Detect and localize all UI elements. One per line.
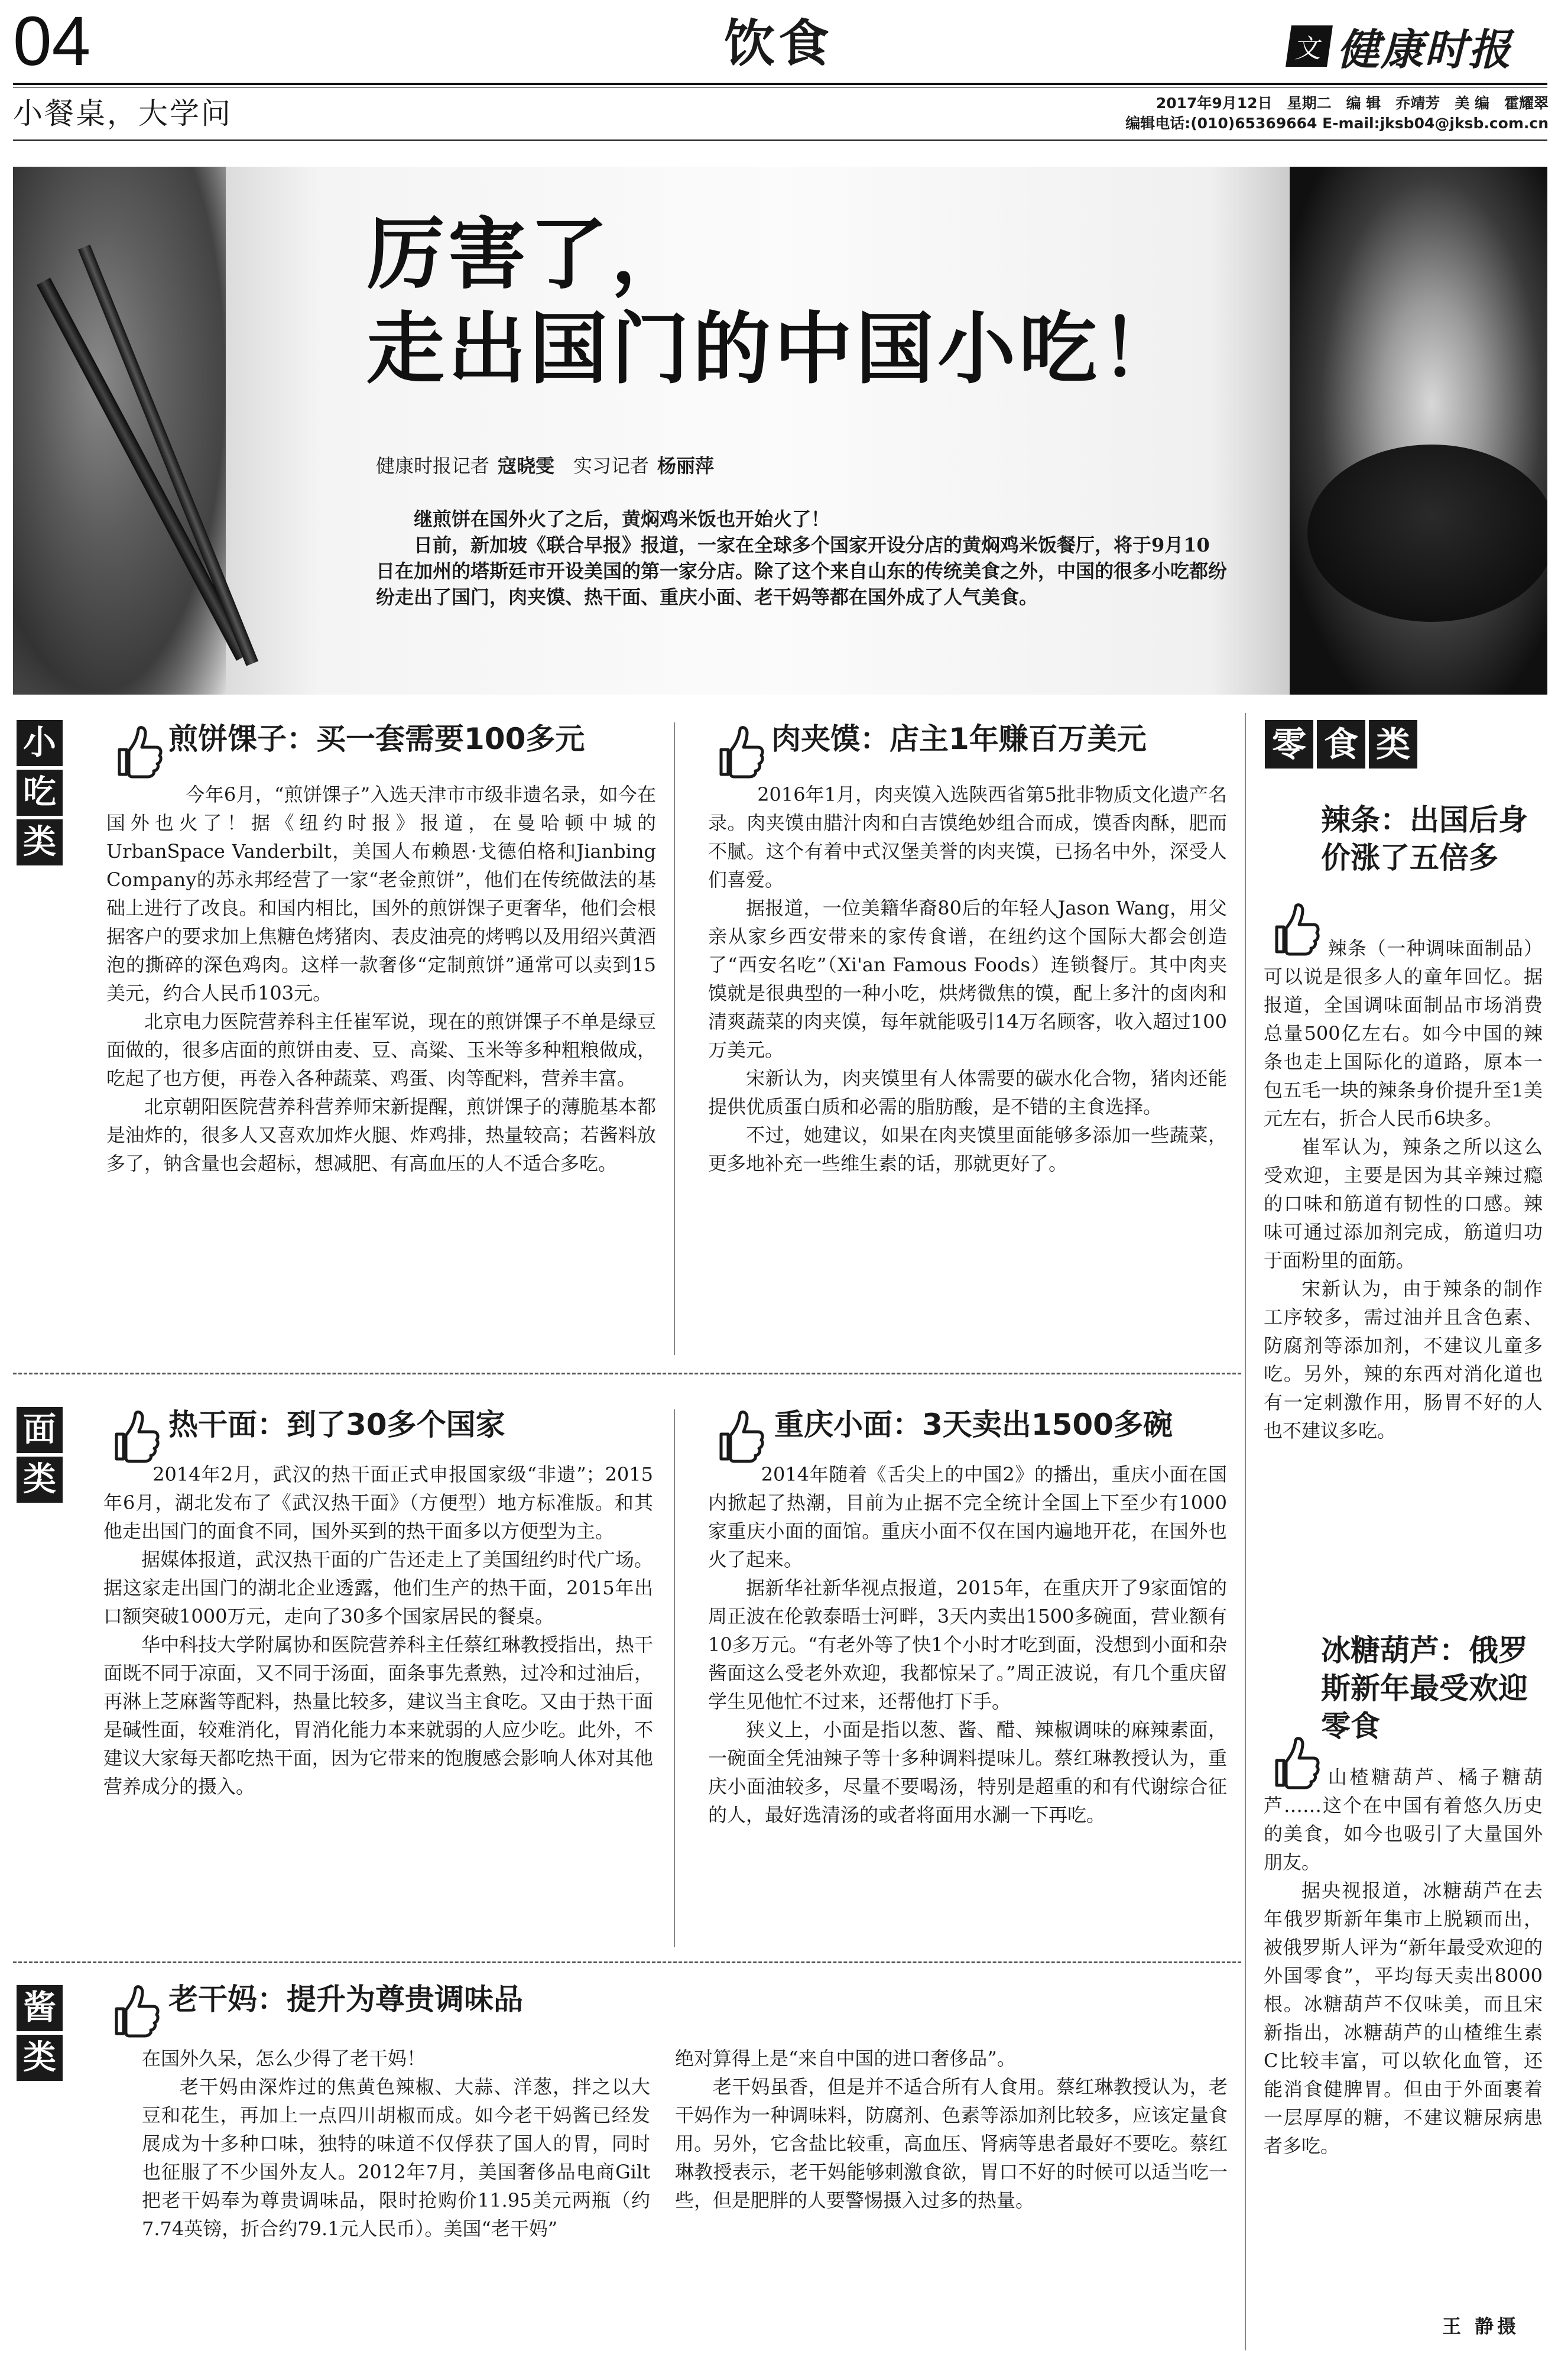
section-divider xyxy=(13,1373,1241,1374)
hero-banner xyxy=(13,167,1547,695)
category-tag-snacks xyxy=(17,720,63,865)
tag-char: 面 xyxy=(17,1407,63,1453)
section-divider xyxy=(13,1961,1241,1963)
column-rule xyxy=(1245,713,1246,2350)
section-name: 饮食 xyxy=(724,14,833,73)
article-title-roujiamo: 肉夹馍：店主1年赚百万美元 xyxy=(771,722,1147,756)
paragraph: 据媒体报道，武汉热干面的广告还走上了美国纽约时代广场。据这家走出国门的湖北企业透露，他们生产的热干面，2015年出口额突破1000万元，走向了30多个国家居民的餐桌。 xyxy=(103,1548,653,1627)
paragraph: 宋新认为，由于辣条的制作工序较多，需过油并且含色素、防腐剂等添加剂，不建议儿童多吃。另外，辣的东西对消化道也有一定刺激作用，肠胃不好的人也不建议多吃。 xyxy=(1264,1277,1543,1442)
newspaper-logo xyxy=(1288,17,1549,76)
category-tag-snack-food xyxy=(1265,720,1430,769)
paragraph: 今年6月，“煎饼馃子”入选天津市市级非遗名录，如今在国外也火了！据《纽约时报》报道，在曼哈顿中城的UrbanSpace Vanderbilt，美国人布赖恩·戈德伯格和Jianbing Company的苏永邦经营了一家“老金煎饼”，他们在传统做法的基础上进行了改良。和国内相比，国外的煎饼馃子更奢华，他们会根据客户的要求加上焦糖色烤猪肉、表皮油亮的烤鸭以及用绍兴黄酒泡的撕碎的深色鸡肉。这样一款奢侈“定制煎饼”通常可以卖到15美元，约合人民币103元。 xyxy=(106,783,656,1004)
article-body-tanghulu xyxy=(1264,1763,1543,2160)
article-title-tanghulu: 冰糖葫芦：俄罗斯新年最受欢迎零食 xyxy=(1321,1633,1528,1743)
byline-label: 健康时报记者 xyxy=(376,455,490,477)
byline-author: 寇晓雯 xyxy=(498,455,555,477)
paragraph: 狭义上，小面是指以葱、酱、醋、辣椒调味的麻辣素面，一碗面全凭油辣子等十多种调料提味儿。蔡红琳教授认为，重庆小面油较多，尽量不要喝汤，特别是超重的和有代谢综合征的人，最好选清汤的或者将面用水涮一下再吃。 xyxy=(708,1718,1227,1826)
column-rule xyxy=(674,722,675,1355)
lead-paragraph xyxy=(376,506,1227,610)
lead-line: 日前，新加坡《联合早报》报道，一家在全球多个国家开设分店的黄焖鸡米饭餐厅，将于9月10日在加州的塔斯廷市开设美国的第一家分店。除了这个来自山东的传统美食之外，中国的很多小吃都纷纷走出了国门，肉夹馍、热干面、重庆小面、老干妈等都在国外成了人气美食。 xyxy=(376,534,1228,608)
paragraph: 崔军认为，辣条之所以这么受欢迎，主要是因为其辛辣过瘾的口味和筋道有韧性的口感。辣味可通过添加剂完成，筋道归功于面粉里的面筋。 xyxy=(1264,1136,1543,1272)
paragraph: 绝对算得上是“来自中国的进口奢侈品”。 xyxy=(675,2047,1016,2070)
masthead-rule-thin xyxy=(13,87,1547,88)
lead-line: 继煎饼在国外火了之后，黄焖鸡米饭也开始火了！ xyxy=(414,508,830,530)
paragraph: 老干妈由深炸过的焦黄色辣椒、大蒜、洋葱，拌之以大豆和花生，再加上一点四川胡椒而成。如今老干妈酱已经发展成为十多种口味，独特的味道不仅俘获了国人的胃，同时也征服了不少国外友人。2012年7月，美国奢侈品电商Gilt把老干妈奉为尊贵调味品，限时抢购价11.95美元两瓶（约7.74英镑，折合约79.1元人民币）。美国“老干妈” xyxy=(142,2076,650,2240)
article-body-laoganma-col2 xyxy=(675,2044,1228,2214)
tag-char: 吃 xyxy=(17,770,63,816)
tag-char: 类 xyxy=(1369,720,1417,769)
byline xyxy=(376,454,733,478)
article-title-latiao: 辣条：出国后身价涨了五倍多 xyxy=(1321,803,1528,875)
paragraph: 老干妈虽香，但是并不适合所有人食用。蔡红琳教授认为，老干妈作为一种调味料，防腐剂、色素等添加剂比较多，应该定量食用。另外，它含盐比较重，高血压、肾病等患者最好不要吃。蔡红琳教授表示，老干妈能够刺激食欲，胃口不好的时候可以适当吃一些，但是肥胖的人要警惕摄入过多的热量。 xyxy=(675,2076,1228,2212)
paragraph: 据报道，一位美籍华裔80后的年轻人Jason Wang，用父亲从家乡西安带来的家传食谱，在纽约这个国际大都会创造了“西安名吃”（Xi'an Famous Foods）连锁餐厅。其中肉夹馍就是很典型的一种小吃，烘烤微焦的馍，配上多汁的卤肉和清爽蔬菜的肉夹馍，每年就能吸引14万名顾客，收入超过100万美元。 xyxy=(708,897,1227,1061)
tag-char: 类 xyxy=(17,2035,63,2081)
tag-char: 零 xyxy=(1265,720,1313,769)
headline-line1: 厉害了， xyxy=(366,209,693,300)
paragraph: 不过，她建议，如果在肉夹馍里面能够多添加一些蔬菜，更多地补充一些维生素的话，那就更好了。 xyxy=(708,1124,1227,1175)
article-body-jianbing xyxy=(106,780,656,1178)
tag-char: 酱 xyxy=(17,1985,63,2031)
paragraph: 2014年随着《舌尖上的中国2》的播出，重庆小面在国内掀起了热潮，目前为止据不完全统计全国上下至少有1000家重庆小面的面馆。重庆小面不仅在国内遍地开花，在国外也火了起来。 xyxy=(708,1463,1227,1571)
column-name: 小餐桌，大学问 xyxy=(13,96,232,131)
newspaper-name: 健康时报 xyxy=(1337,24,1512,74)
category-tag-sauce xyxy=(17,1985,63,2081)
article-title-jianbing: 煎饼馃子：买一套需要100多元 xyxy=(168,722,585,756)
paragraph: 北京朝阳医院营养科营养师宋新提醒，煎饼馃子的薄脆基本都是油炸的，很多人又喜欢加炸火腿、炸鸡排，热量较高；若酱料放多了，钠含量也会超标，想减肥、有高血压的人不适合多吃。 xyxy=(106,1095,656,1175)
article-title-laoganma: 老干妈：提升为尊贵调味品 xyxy=(168,1982,523,2016)
paragraph: 2016年1月，肉夹馍入选陕西省第5批非物质文化遗产名录。肉夹馍由腊汁肉和白吉馍绝妙组合而成，馍香肉酥，肥而不腻。这个有着中式汉堡美誉的肉夹馍，已扬名中外，深受人们喜爱。 xyxy=(708,783,1227,891)
paragraph: 2014年2月，武汉的热干面正式申报国家级“非遗”；2015年6月，湖北发布了《武汉热干面》（方便型）地方标准版。和其他走出国门的面食不同，国外买到的热干面多以方便型为主。 xyxy=(103,1463,653,1542)
thumbs-up-icon xyxy=(708,1406,767,1465)
paragraph: 辣条（一种调味面制品）可以说是很多人的童年回忆。据报道，全国调味面制品市场消费总量500亿左右。如今中国的辣条也走上国际化的道路，原本一包五毛一块的辣条身价提升至1美元左右，折合人民币6块多。 xyxy=(1264,937,1543,1130)
paragraph: 在国外久呆，怎么少得了老干妈！ xyxy=(142,2047,426,2070)
byline-label: 实习记者 xyxy=(573,455,650,477)
thumbs-up-icon xyxy=(103,1406,163,1465)
paragraph: 宋新认为，肉夹馍里有人体需要的碳水化合物，猪肉还能提供优质蛋白质和必需的脂肪酸，是不错的主食选择。 xyxy=(708,1067,1227,1118)
article-body-latiao xyxy=(1264,934,1543,1445)
masthead-rule xyxy=(13,83,1547,85)
headline-line2: 走出国门的中国小吃！ xyxy=(366,303,1182,395)
bowl-graphic xyxy=(1307,445,1547,622)
column-rule xyxy=(674,1409,675,1947)
thumbs-up-icon xyxy=(103,1980,163,2039)
thumbs-up-icon xyxy=(708,721,767,780)
paragraph: 据央视报道，冰糖葫芦在去年俄罗斯新年集市上脱颖而出，被俄罗斯人评为“新年最受欢迎的外国零食”，平均每天卖出8000根。冰糖葫芦不仅味美，而且宋新指出，冰糖葫芦的山楂维生素C比较丰富，可以软化血管，还能消食健脾胃。但由于外面裹着一层厚厚的糖，不建议糖尿病患者多吃。 xyxy=(1264,1879,1543,2157)
page-number: 04 xyxy=(13,2,91,80)
article-title-xiaomian: 重庆小面：3天卖出1500多碗 xyxy=(774,1408,1173,1442)
article-body-reganmian xyxy=(103,1460,653,1801)
category-tag-noodles xyxy=(17,1407,63,1503)
paragraph: 北京电力医院营养科主任崔军说，现在的煎饼馃子不单是绿豆面做的，很多店面的煎饼由麦、豆、高粱、玉米等多种粗粮做成，吃起了也方便，再卷入各种蔬菜、鸡蛋、肉等配料，营养丰富。 xyxy=(106,1010,656,1090)
editor-contact: 编辑电话:(010)65369664 E-mail:jksb04@jksb.com.cn xyxy=(1125,115,1549,132)
tag-char: 小 xyxy=(17,720,63,766)
article-body-roujiamo xyxy=(708,780,1227,1178)
article-body-laoganma-col1 xyxy=(142,2044,650,2243)
paragraph: 据新华社新华视点报道，2015年，在重庆开了9家面馆的周正波在伦敦泰晤士河畔，3天内卖出1500多碗面，营业额有10多万元。“有老外等了快1个小时才吃到面，没想到小面和杂酱面这么受老外欢迎，我都惊呆了。”周正波说，有几个重庆留学生见他忙不过来，还帮他打下手。 xyxy=(708,1577,1227,1713)
issue-meta: 2017年9月12日 星期二 编 辑 乔靖芳 美 编 霍耀翠 xyxy=(1155,95,1549,112)
photo-credit: 王 静摄 xyxy=(1442,2315,1520,2337)
tag-char: 类 xyxy=(17,1457,63,1503)
byline-author: 杨丽萍 xyxy=(657,455,715,477)
paragraph: 华中科技大学附属协和医院营养科主任蔡红琳教授指出，热干面既不同于凉面，又不同于汤面，面条事先煮熟，过冷和过油后，再淋上芝麻酱等配料，热量比较多，建议当主食吃。又由于热干面是碱性面，较难消化，胃消化能力本来就弱的人应少吃。此外，不建议大家每天都吃热干面，因为它带来的饱腹感会影响人体对其他营养成分的摄入。 xyxy=(103,1633,653,1798)
tag-char: 类 xyxy=(17,819,63,865)
article-title-reganmian: 热干面：到了30多个国家 xyxy=(168,1408,505,1442)
header-rule xyxy=(13,140,1547,141)
article-body-xiaomian xyxy=(708,1460,1227,1829)
paragraph: 山楂糖葫芦、橘子糖葫芦……这个在中国有着悠久历史的美食，如今也吸引了大量国外朋友。 xyxy=(1264,1766,1543,1873)
tag-char: 食 xyxy=(1317,720,1365,769)
newspaper-logo-icon: 文 xyxy=(1286,25,1333,67)
thumbs-up-icon xyxy=(106,721,165,780)
